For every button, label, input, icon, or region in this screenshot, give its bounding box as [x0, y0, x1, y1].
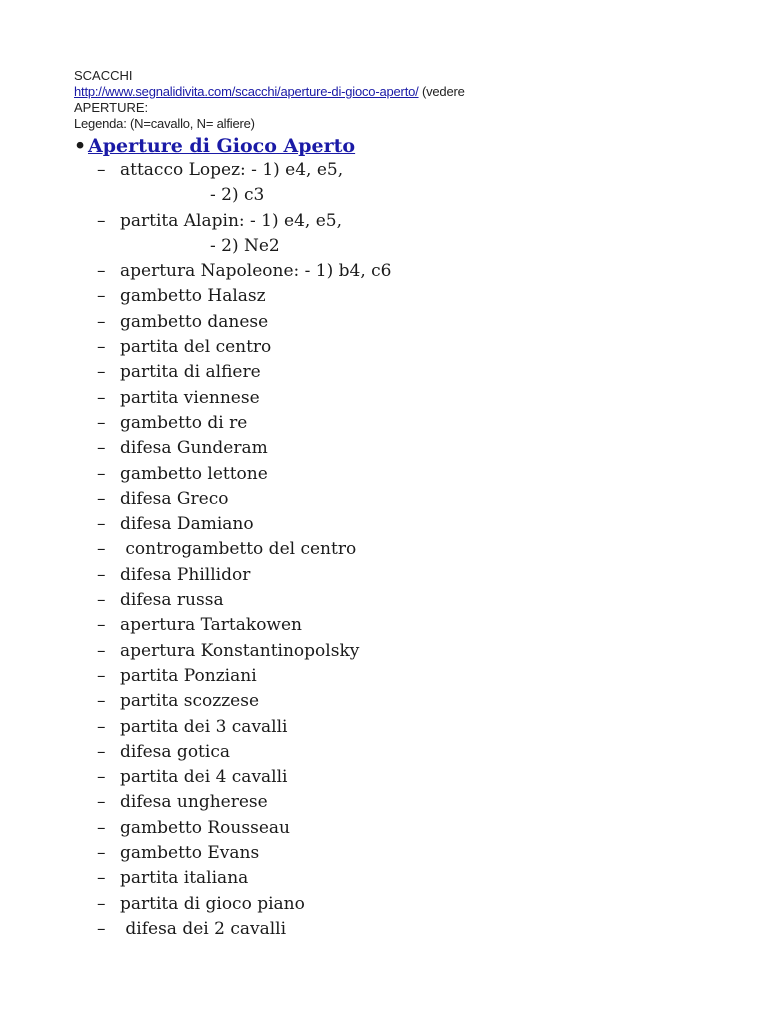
list-item [74, 689, 754, 714]
dash-icon: – [97, 590, 106, 611]
dash-icon: – [97, 160, 106, 180]
list-item [74, 512, 754, 537]
list-item-text: gambetto danese [120, 311, 269, 332]
list-item-text: gambetto lettone [120, 463, 268, 484]
list-item [74, 841, 754, 866]
bullet-icon: • [74, 135, 87, 157]
list-item [74, 917, 754, 942]
source-url-link[interactable]: http://www.segnalidivita.com/scacchi/aperture-di-gioco-aperto/ [74, 84, 419, 99]
list-item [74, 537, 754, 562]
dash-icon: – [97, 564, 106, 585]
list-item [74, 335, 754, 360]
dash-icon: – [97, 362, 106, 383]
dash-icon: – [97, 792, 106, 813]
openings-list [74, 158, 754, 942]
list-item [74, 664, 754, 689]
list-item [74, 310, 754, 335]
dash-icon: – [97, 488, 106, 509]
section-heading-row [74, 134, 754, 158]
dash-icon: – [97, 893, 106, 914]
dash-icon: – [97, 387, 106, 408]
list-item-text: difesa gotica [120, 741, 230, 762]
list-item-text: apertura Konstantinopolsky [120, 640, 360, 661]
dash-icon: – [97, 286, 106, 307]
dash-icon: – [97, 918, 106, 939]
list-item-text: partita dei 3 cavalli [120, 716, 288, 737]
list-item [74, 462, 754, 487]
list-item [74, 259, 754, 284]
section-heading-link[interactable]: Aperture di Gioco Aperto [88, 135, 356, 157]
list-item-text: difesa russa [120, 590, 224, 611]
dash-icon: – [97, 741, 106, 762]
list-item-text: partita di alfiere [120, 362, 261, 383]
list-item [74, 411, 754, 436]
list-item-text: difesa Greco [120, 488, 229, 509]
list-item-text: difesa dei 2 cavalli [120, 918, 287, 939]
list-item-text: partita italiana [120, 868, 249, 889]
list-item-text: partita del centro [120, 337, 272, 358]
list-item [74, 765, 754, 790]
dash-icon: – [97, 438, 106, 459]
list-item [74, 639, 754, 664]
list-item [74, 487, 754, 512]
dash-icon: – [97, 640, 106, 661]
list-item [74, 563, 754, 588]
list-item [74, 892, 754, 917]
dash-icon: – [97, 868, 106, 889]
dash-icon: – [97, 665, 106, 686]
dash-icon: – [97, 337, 106, 358]
dash-icon: – [97, 463, 106, 484]
list-item-text: apertura Napoleone: - 1) b4, c6 [120, 261, 392, 282]
list-item-continuation: - 2) Ne2 [210, 235, 280, 256]
dash-icon: – [97, 716, 106, 737]
aperture-label: APERTURE: [74, 100, 149, 115]
list-item [74, 588, 754, 613]
list-item [74, 715, 754, 740]
list-item [74, 436, 754, 461]
dash-icon: – [97, 412, 106, 433]
list-item-text: controgambetto del centro [120, 539, 357, 560]
list-item-text: gambetto di re [120, 412, 248, 433]
list-item-text: difesa Phillidor [120, 564, 251, 585]
list-item [74, 740, 754, 765]
dash-icon: – [97, 691, 106, 712]
list-item-text: apertura Tartakowen [120, 615, 302, 636]
list-item-text: difesa Damiano [120, 514, 254, 535]
dash-icon: – [97, 767, 106, 788]
list-item-text: difesa Gunderam [120, 438, 268, 459]
list-item-text: partita dei 4 cavalli [120, 767, 288, 788]
list-item-text: partita viennese [120, 387, 260, 408]
list-item-text: partita di gioco piano [120, 893, 305, 914]
list-item [74, 613, 754, 638]
document-page [74, 68, 754, 942]
list-item-text: partita Alapin: - 1) e4, e5, [120, 210, 342, 231]
dash-icon: – [97, 514, 106, 535]
dash-icon: – [97, 261, 106, 282]
list-item [74, 284, 754, 309]
dash-icon: – [97, 311, 106, 332]
list-item [74, 816, 754, 841]
list-item [74, 158, 754, 183]
list-item-text: partita Ponziani [120, 665, 257, 686]
document-title: SCACCHI [74, 68, 133, 83]
dash-icon: – [97, 843, 106, 864]
list-item-text: difesa ungherese [120, 792, 268, 813]
list-item [74, 790, 754, 815]
dash-icon: – [97, 210, 106, 231]
list-item-text: gambetto Evans [120, 843, 260, 864]
dash-icon: – [97, 615, 106, 636]
source-line [74, 84, 754, 100]
list-item-text: gambetto Halasz [120, 286, 266, 307]
list-item [74, 386, 754, 411]
list-item [74, 360, 754, 385]
list-item-text: partita scozzese [120, 691, 260, 712]
dash-icon: – [97, 817, 106, 838]
dash-icon: – [97, 539, 106, 560]
list-item-continuation: - 2) c3 [210, 185, 265, 206]
list-item [74, 866, 754, 891]
source-url-suffix: (vedere [418, 84, 465, 99]
list-item-text: gambetto Rousseau [120, 817, 290, 838]
list-item-text: attacco Lopez: - 1) e4, e5, [120, 160, 344, 180]
legend-line: Legenda: (N=cavallo, N= alfiere) [74, 116, 255, 131]
list-item [74, 209, 754, 234]
